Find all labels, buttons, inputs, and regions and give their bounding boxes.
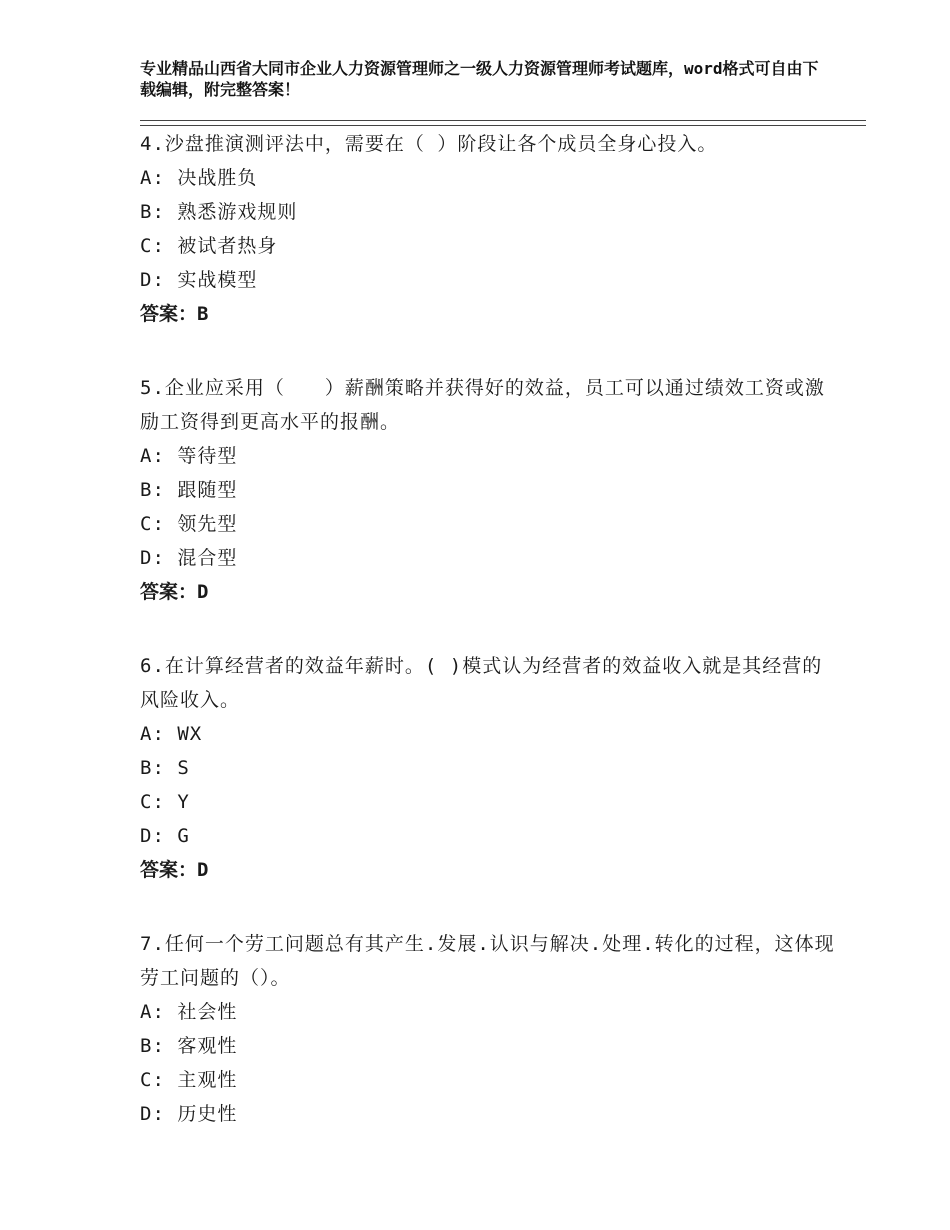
option-d: D: 实战模型 — [140, 269, 258, 291]
question-4 — [140, 127, 840, 331]
option-a: A: 社会性 — [140, 1001, 238, 1023]
question-stem: 4.沙盘推演测评法中，需要在（ ）阶段让各个成员全身心投入。 — [140, 133, 718, 155]
option-a: A: 决战胜负 — [140, 167, 258, 189]
option-c: C: 主观性 — [140, 1069, 238, 1091]
question-6 — [140, 649, 840, 887]
question-stem: 5.企业应采用（ ）薪酬策略并获得好的效益，员工可以通过绩效工资或激励工资得到更高水平的报酬。 — [140, 377, 825, 433]
option-b: B: 熟悉游戏规则 — [140, 201, 298, 223]
option-b: B: S — [140, 757, 190, 779]
option-d: D: G — [140, 825, 190, 847]
option-c: C: 被试者热身 — [140, 235, 278, 257]
answer-line: 答案：D — [140, 859, 209, 881]
option-b: B: 客观性 — [140, 1035, 238, 1057]
option-a: A: WX — [140, 723, 203, 745]
question-5 — [140, 371, 840, 609]
question-list — [140, 127, 840, 1171]
option-a: A: 等待型 — [140, 445, 238, 467]
document-header: 专业精品山西省大同市企业人力资源管理师之一级人力资源管理师考试题库，word格式可自由下载编辑，附完整答案！ — [140, 59, 819, 99]
header-divider — [140, 120, 866, 126]
question-7 — [140, 927, 840, 1131]
option-d: D: 历史性 — [140, 1103, 238, 1125]
option-c: C: Y — [140, 791, 190, 813]
question-stem: 7.任何一个劳工问题总有其产生.发展.认识与解决.处理.转化的过程，这体现劳工问题的（）。 — [140, 933, 835, 989]
answer-line: 答案：B — [140, 303, 209, 325]
option-c: C: 领先型 — [140, 513, 238, 535]
question-stem: 6.在计算经营者的效益年薪时。( )模式认为经营者的效益收入就是其经营的风险收入。 — [140, 655, 823, 711]
option-b: B: 跟随型 — [140, 479, 238, 501]
answer-line: 答案：D — [140, 581, 209, 603]
option-d: D: 混合型 — [140, 547, 238, 569]
